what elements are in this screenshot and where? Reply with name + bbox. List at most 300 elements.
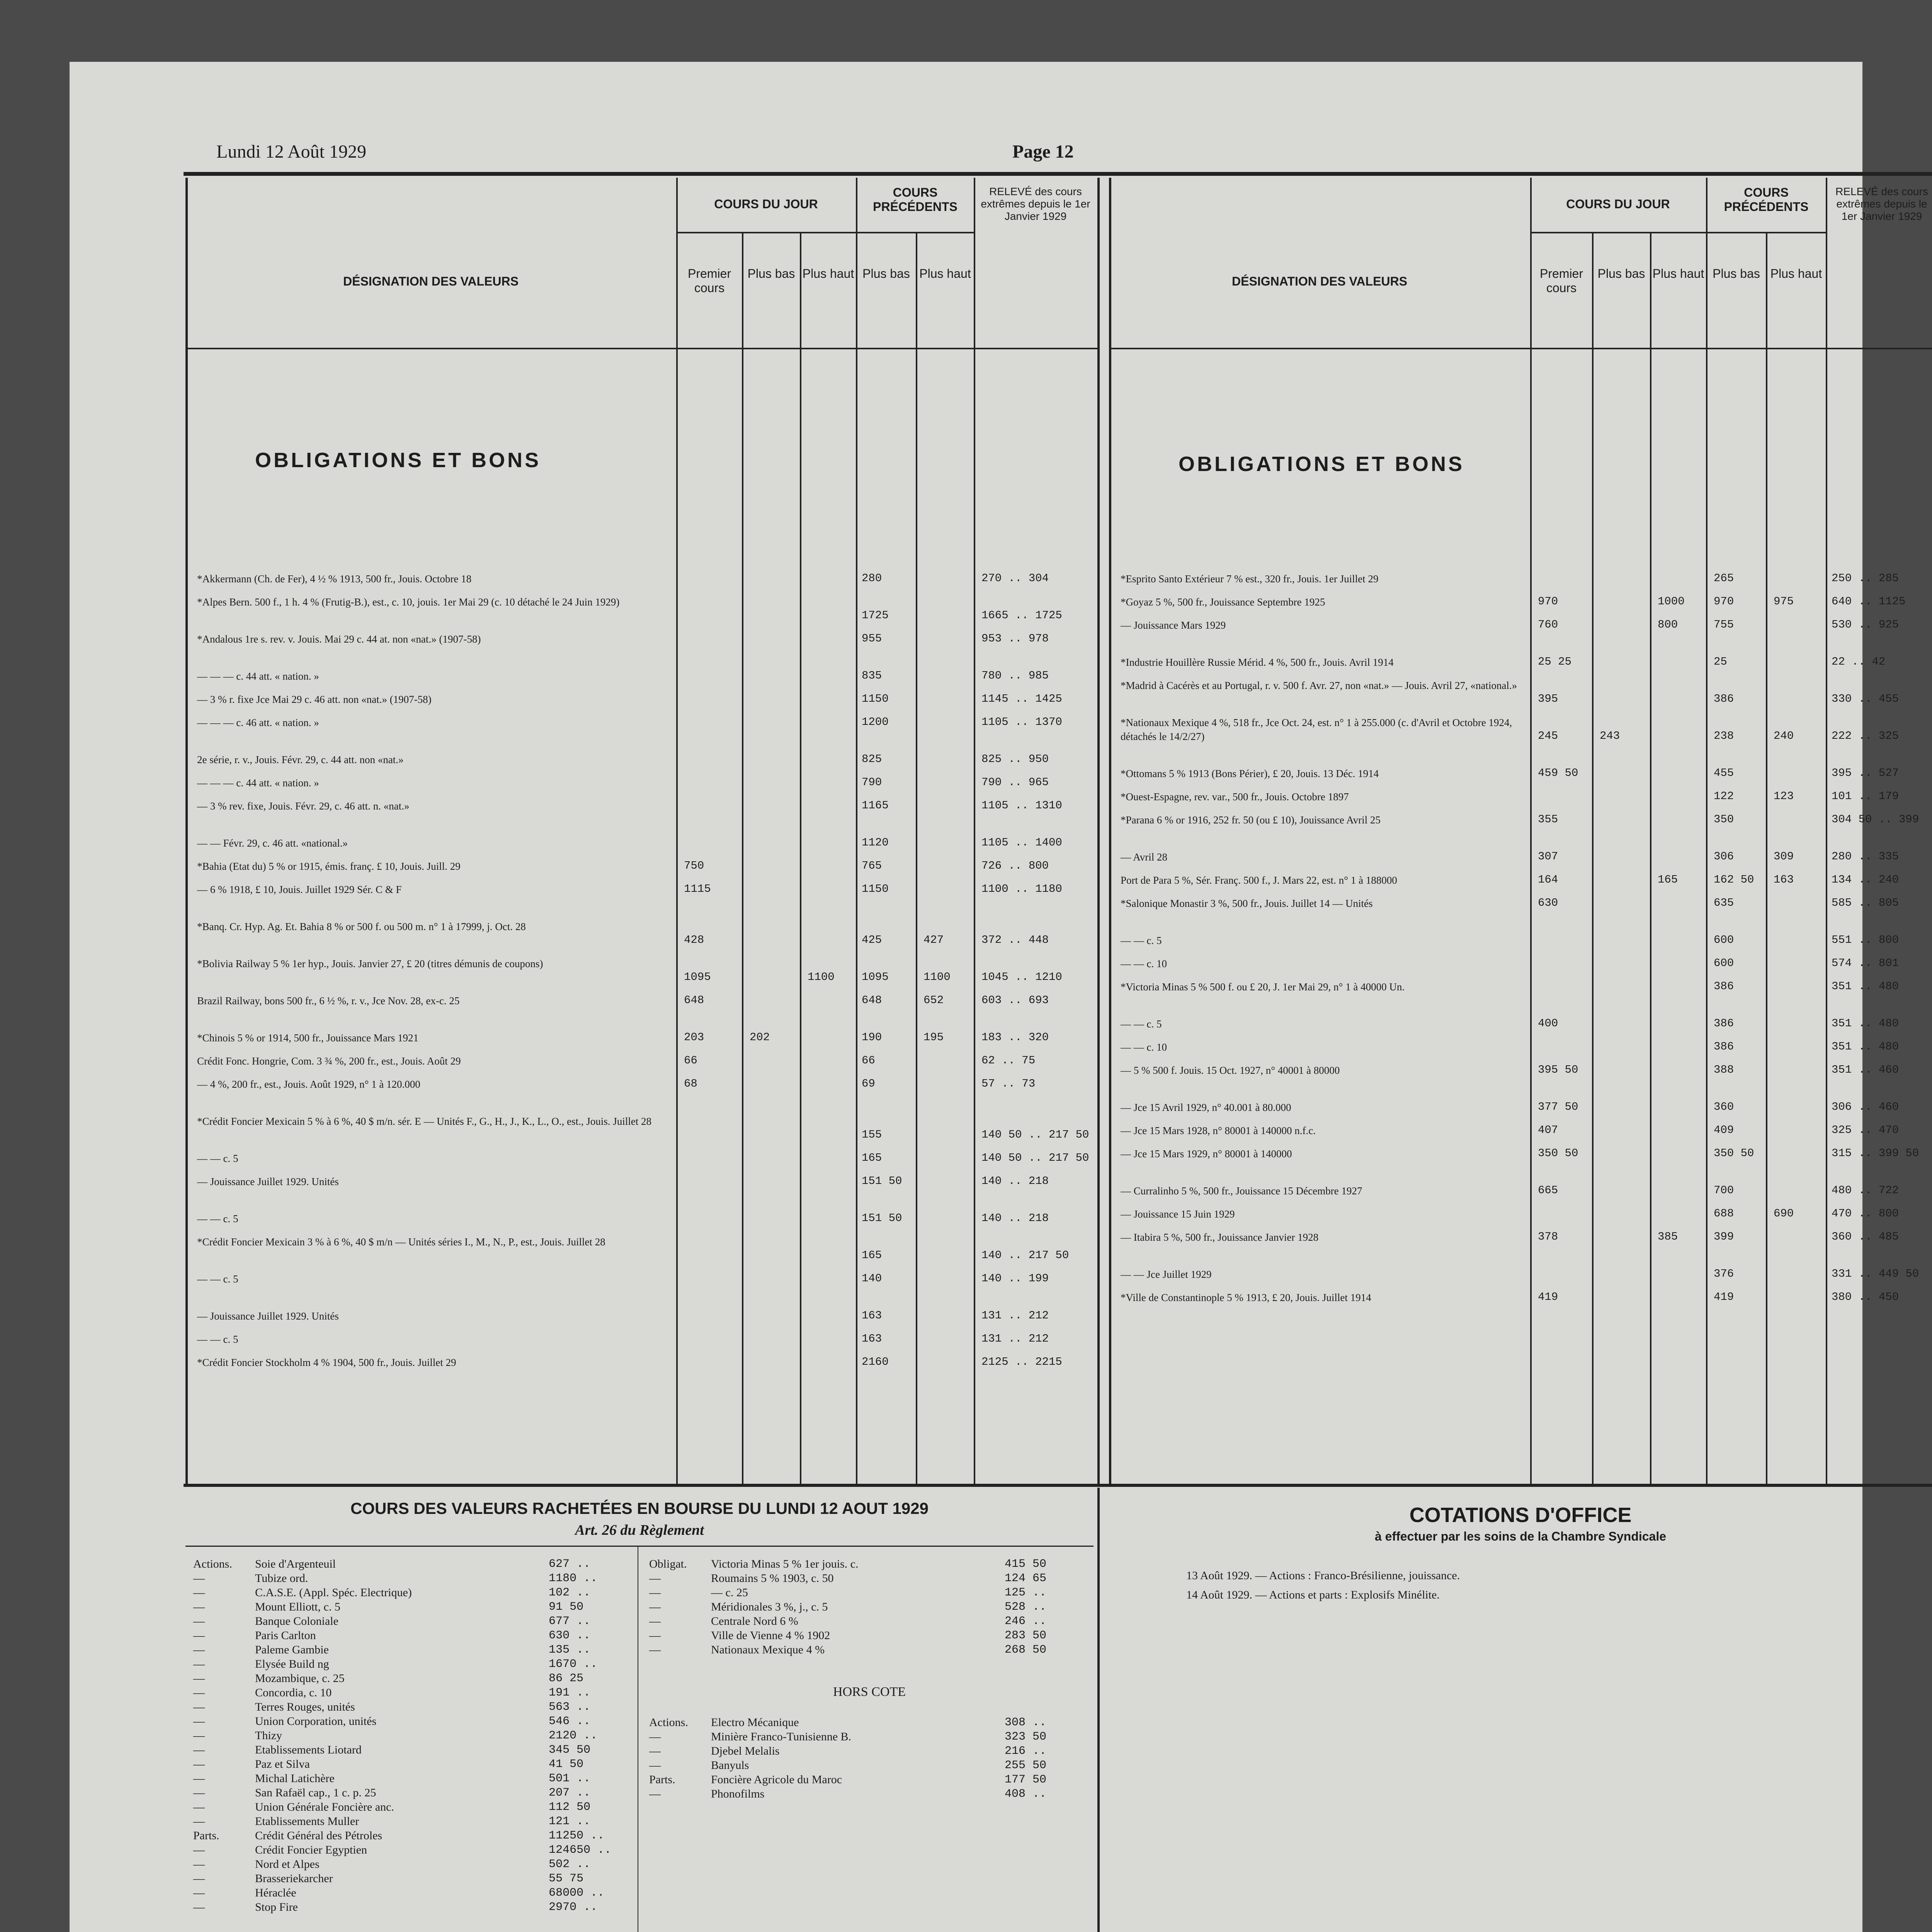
releve-value: 953 .. 978: [981, 632, 1049, 645]
obligation-row: [197, 716, 1097, 730]
rachetee-value: 41 50: [549, 1758, 584, 1771]
obligation-row: [197, 1272, 1097, 1286]
rachetee-name: Banyuls: [711, 1759, 749, 1772]
rachetee-name: Mount Elliott, c. 5: [255, 1600, 340, 1613]
premier-cours-value: 395 50: [1538, 1063, 1578, 1076]
prec-bas-value: 1150: [862, 692, 889, 705]
prec-bas-value: 1150: [862, 883, 889, 895]
obligation-name: — — c. 5: [197, 1273, 238, 1285]
releve-value: 140 .. 217 50: [981, 1249, 1069, 1262]
obligation-name: *Goyaz 5 %, 500 fr., Jouissance Septembre 1925: [1121, 596, 1325, 608]
cours-precedents-header: COURS PRÉCÉDENTS: [873, 185, 957, 214]
prec-bas-value: 1165: [862, 799, 889, 812]
obligation-row: [1121, 1100, 1932, 1114]
obligation-row: [1121, 1017, 1932, 1031]
rachetee-category: —: [193, 1615, 205, 1628]
rachetee-value: 546 ..: [549, 1715, 591, 1728]
releve-value: 62 .. 75: [981, 1054, 1036, 1067]
cotations-title: COTATIONS D'OFFICE: [1409, 1503, 1632, 1527]
obligation-row: [197, 1054, 1097, 1068]
obligation-row: [197, 1332, 1097, 1346]
premier-cours-value: 25 25: [1538, 655, 1572, 668]
obligation-row: [197, 1114, 1097, 1142]
rachetee-category: —: [649, 1730, 661, 1743]
prec-bas-value: 280: [862, 572, 882, 585]
rachetee-value: 677 ..: [549, 1615, 591, 1628]
obligation-row: [197, 1151, 1097, 1165]
obligation-name: — — — c. 44 att. « nation. »: [197, 670, 319, 682]
cours-precedents-header-right: COURS PRÉCÉDENTS: [1724, 185, 1809, 214]
premier-cours-header: Premier cours: [687, 267, 731, 295]
rachetee-category: —: [649, 1586, 661, 1599]
rachetee-name: Soie d'Argenteuil: [255, 1558, 336, 1570]
prec-bas-value: 25: [1714, 655, 1727, 668]
prec-haut-value: 163: [1774, 873, 1794, 886]
prec-haut-value: 690: [1774, 1207, 1794, 1220]
rachetee-category: —: [193, 1729, 205, 1742]
obligation-name: — 6 % 1918, £ 10, Jouis. Juillet 1929 Sér. C & F: [197, 884, 402, 895]
premier-cours-value: 377 50: [1538, 1100, 1578, 1113]
rachetee-value: 1670 ..: [549, 1658, 598, 1671]
releve-value: 101 .. 179: [1832, 790, 1899, 803]
rachetee-value: 268 50: [1005, 1643, 1047, 1656]
rachetee-category: —: [193, 1586, 205, 1599]
releve-value: 280 .. 335: [1832, 850, 1899, 863]
obligation-row: [1121, 1291, 1932, 1304]
obligation-name: — Itabira 5 %, 500 fr., Jouissance Janvier 1928: [1121, 1231, 1319, 1243]
prec-bas-value: 409: [1714, 1124, 1734, 1136]
obligation-row: [1121, 679, 1932, 706]
releve-value: 470 .. 800: [1832, 1207, 1899, 1220]
left-obligations-table: [185, 178, 1101, 1484]
releve-value: 315 .. 399 50: [1832, 1147, 1919, 1160]
cours-du-jour-header: COURS DU JOUR: [714, 197, 818, 211]
prec-bas-value: 360: [1714, 1100, 1734, 1113]
obligation-name: *Banq. Cr. Hyp. Ag. Et. Bahia 8 % or 500 f. ou 500 m. n° 1 à 17999, j. Oct. 28: [197, 921, 526, 932]
prec-bas-value: 825: [862, 753, 882, 765]
obligation-name: — — c. 5: [1121, 1018, 1162, 1030]
obligation-name: *Crédit Foncier Mexicain 5 % à 6 %, 40 $ m/n. sér. E — Unités F., G., H., J., K., L., O., est., Jouis. Juillet 28: [197, 1116, 651, 1127]
prec-bas-header-right: Plus bas: [1713, 267, 1760, 281]
rachetee-category: —: [193, 1772, 205, 1785]
rachetee-name: Concordia, c. 10: [255, 1686, 332, 1699]
rachetee-name: Mozambique, c. 25: [255, 1672, 345, 1685]
releve-value: 574 .. 801: [1832, 957, 1899, 969]
obligation-row: [197, 836, 1097, 850]
rachetee-name: Victoria Minas 5 % 1er jouis. c.: [711, 1558, 859, 1570]
releve-value: 140 .. 199: [981, 1272, 1049, 1285]
rachetee-category: —: [193, 1715, 205, 1728]
obligation-row: [197, 957, 1097, 985]
section-title-obligations: OBLIGATIONS ET BONS: [255, 449, 541, 472]
prec-bas-value: 386: [1714, 980, 1734, 993]
rachetee-category: Parts.: [649, 1773, 675, 1786]
prec-bas-value: 1200: [862, 716, 889, 728]
prec-bas-value: 190: [862, 1031, 882, 1044]
premier-cours-value: 378: [1538, 1230, 1558, 1243]
rachetee-value: 408 ..: [1005, 1787, 1047, 1801]
right-obligations-table: [1109, 178, 1932, 1484]
rachetee-value: 11250 ..: [549, 1829, 605, 1842]
plus-haut-value: 1000: [1658, 595, 1685, 608]
prec-bas-value: 765: [862, 859, 882, 872]
rachetee-value: 2120 ..: [549, 1729, 598, 1742]
prec-bas-value: 350: [1714, 813, 1734, 826]
obligation-row: [197, 1031, 1097, 1045]
prec-bas-value: 600: [1714, 957, 1734, 969]
rachetee-category: —: [193, 1686, 205, 1699]
rachetee-category: —: [649, 1629, 661, 1642]
releve-value: 222 .. 325: [1832, 730, 1899, 742]
obligation-name: Brazil Railway, bons 500 fr., 6 ½ %, r. v., Jce Nov. 28, ex-c. 25: [197, 995, 460, 1007]
prec-bas-value: 163: [862, 1332, 882, 1345]
premier-cours-value: 750: [684, 859, 704, 872]
rachetee-category: —: [193, 1886, 205, 1899]
obligation-name: *Crédit Foncier Mexicain 3 % à 6 %, 40 $ m/n — Unités séries I., M., N., P., est., Jouis. Juillet 28: [197, 1236, 605, 1248]
cotations-section: [1105, 1488, 1932, 1932]
rachetee-name: Roumains 5 % 1903, c. 50: [711, 1572, 834, 1585]
rachetee-category: —: [193, 1629, 205, 1642]
rachetee-category: —: [193, 1600, 205, 1613]
releve-value: 1045 .. 1210: [981, 971, 1062, 983]
rachetee-name: Etablissements Liotard: [255, 1743, 362, 1756]
releve-value: 480 .. 722: [1832, 1184, 1899, 1197]
obligation-row: [1121, 1124, 1932, 1138]
rachetee-category: —: [193, 1658, 205, 1670]
prec-bas-value: 1120: [862, 836, 889, 849]
premier-cours-value: 350 50: [1538, 1147, 1578, 1160]
obligation-name: — — — c. 44 att. « nation. »: [197, 777, 319, 789]
obligation-name: — — c. 10: [1121, 958, 1167, 969]
rachetee-value: 528 ..: [1005, 1600, 1047, 1614]
prec-haut-value: 427: [923, 934, 944, 946]
cotations-line-1: 13 Août 1929. — Actions : Franco-Brésilienne, jouissance.: [1186, 1569, 1460, 1582]
premier-cours-value: 1115: [684, 883, 711, 895]
rachetee-category: Obligat.: [649, 1558, 687, 1570]
obligation-name: *Parana 6 % or 1916, 252 fr. 50 (ou £ 10), Jouissance Avril 25: [1121, 814, 1381, 826]
prec-bas-value: 151 50: [862, 1175, 902, 1187]
releve-value: 131 .. 212: [981, 1309, 1049, 1322]
rachetee-name: Paz et Silva: [255, 1758, 310, 1770]
rachetee-category: —: [193, 1858, 205, 1871]
obligation-row: [1121, 1147, 1932, 1161]
rachetee-name: Brasseriekarcher: [255, 1872, 333, 1885]
rachetee-category: Parts.: [193, 1829, 219, 1842]
rachetee-name: Thizy: [255, 1729, 282, 1742]
releve-value: 351 .. 460: [1832, 1063, 1899, 1076]
releve-value: 330 .. 455: [1832, 692, 1899, 705]
prec-bas-value: 419: [1714, 1291, 1734, 1303]
rachetee-name: Centrale Nord 6 %: [711, 1615, 798, 1628]
prec-bas-value: 648: [862, 994, 882, 1007]
releve-value: 1145 .. 1425: [981, 692, 1062, 705]
obligation-row: [197, 994, 1097, 1008]
obligation-name: *Ouest-Espagne, rev. var., 500 fr., Jouis. Octobre 1897: [1121, 791, 1349, 803]
obligation-row: [1121, 618, 1932, 632]
prec-bas-value: 162 50: [1714, 873, 1754, 886]
rachetee-name: San Rafaël cap., 1 c. p. 25: [255, 1786, 376, 1799]
plus-haut-header: Plus haut: [802, 267, 854, 281]
releve-value: 325 .. 470: [1832, 1124, 1899, 1136]
obligation-row: [197, 632, 1097, 646]
obligation-row: [197, 595, 1097, 623]
prec-bas-header: Plus bas: [862, 267, 910, 281]
obligation-name: *Industrie Houillère Russie Mérid. 4 %, 500 fr., Jouis. Avril 1914: [1121, 656, 1394, 668]
obligation-row: [1121, 934, 1932, 947]
rachetee-category: —: [193, 1844, 205, 1856]
obligation-row: [197, 1077, 1097, 1091]
prec-bas-value: 688: [1714, 1207, 1734, 1220]
rachetee-name: Paris Carlton: [255, 1629, 316, 1642]
prec-bas-value: 1095: [862, 971, 889, 983]
releve-value: 250 .. 285: [1832, 572, 1899, 585]
prec-bas-value: 163: [862, 1309, 882, 1322]
rachetee-value: 1180 ..: [549, 1572, 598, 1585]
releve-value: 304 50 .. 399: [1832, 813, 1919, 826]
obligation-name: — — c. 5: [197, 1333, 238, 1345]
rachetee-value: 630 ..: [549, 1629, 591, 1642]
prec-haut-value: 309: [1774, 850, 1794, 863]
obligation-row: [1121, 813, 1932, 827]
obligation-name: — 5 % 500 f. Jouis. 15 Oct. 1927, n° 40001 à 80000: [1121, 1065, 1340, 1076]
plus-bas-header: Plus bas: [747, 267, 795, 281]
rachetee-value: 2970 ..: [549, 1901, 598, 1914]
rachetee-name: Foncière Agricole du Maroc: [711, 1773, 842, 1786]
obligation-name: — — c. 5: [1121, 935, 1162, 946]
obligation-name: — — c. 10: [1121, 1041, 1167, 1053]
obligation-name: — 3 % r. fixe Jce Mai 29 c. 46 att. non «nat.» (1907-58): [197, 694, 432, 705]
prec-bas-value: 755: [1714, 618, 1734, 631]
prec-bas-value: 155: [862, 1128, 882, 1141]
rachetee-value: 86 25: [549, 1672, 584, 1685]
rachetee-name: Stop Fire: [255, 1901, 298, 1913]
premier-cours-value: 419: [1538, 1291, 1558, 1303]
obligation-row: [1121, 790, 1932, 804]
releve-value: 1665 .. 1725: [981, 609, 1062, 622]
obligation-name: Crédit Fonc. Hongrie, Com. 3 ¾ %, 200 fr., est., Jouis. Août 29: [197, 1055, 461, 1067]
prec-bas-value: 388: [1714, 1063, 1734, 1076]
obligation-row: [1121, 1207, 1932, 1221]
obligation-row: [197, 669, 1097, 683]
prec-bas-value: 399: [1714, 1230, 1734, 1243]
releve-value: 790 .. 965: [981, 776, 1049, 789]
rachetee-category: —: [193, 1758, 205, 1770]
premier-cours-value: 760: [1538, 618, 1558, 631]
prec-bas-value: 151 50: [862, 1212, 902, 1225]
plus-haut-value: 165: [1658, 873, 1678, 886]
rachetee-value: 102 ..: [549, 1586, 591, 1599]
obligation-name: *Salonique Monastir 3 %, 500 fr., Jouis. Juillet 14 — Unités: [1121, 898, 1373, 909]
rachetee-value: 627 ..: [549, 1558, 591, 1571]
rachetee-value: 345 50: [549, 1743, 591, 1757]
rachetee-category: —: [649, 1643, 661, 1656]
obligation-row: [1121, 896, 1932, 910]
obligation-name: — Jce 15 Avril 1929, n° 40.001 à 80.000: [1121, 1102, 1291, 1113]
prec-bas-value: 790: [862, 776, 882, 789]
obligation-row: [1121, 595, 1932, 609]
obligation-name: 2e série, r. v., Jouis. Févr. 29, c. 44 att. non «nat.»: [197, 754, 404, 765]
rachetee-value: 112 50: [549, 1801, 591, 1814]
designation-header: DÉSIGNATION DES VALEURS: [343, 274, 519, 288]
premier-cours-value: 164: [1538, 873, 1558, 886]
prec-haut-value: 1100: [923, 971, 951, 983]
rachetee-value: 501 ..: [549, 1772, 591, 1785]
rachetee-category: —: [193, 1872, 205, 1885]
rachetee-name: Nationaux Mexique 4 %: [711, 1643, 825, 1656]
rachetee-name: Michal Latichère: [255, 1772, 335, 1785]
rachetee-name: Elysée Build ng: [255, 1658, 329, 1670]
prec-bas-value: 66: [862, 1054, 875, 1067]
releve-value: 134 .. 240: [1832, 873, 1899, 886]
premier-cours-value: 665: [1538, 1184, 1558, 1197]
prec-bas-value: 386: [1714, 1040, 1734, 1053]
obligation-name: — 4 %, 200 fr., est., Jouis. Août 1929, n° 1 à 120.000: [197, 1078, 420, 1090]
rachetee-value: 502 ..: [549, 1858, 591, 1871]
releve-value: 726 .. 800: [981, 859, 1049, 872]
page-number: Page 12: [1012, 141, 1074, 162]
releve-value: 1105 .. 1310: [981, 799, 1062, 812]
rachetee-category: —: [193, 1572, 205, 1585]
obligation-name: — — c. 5: [197, 1213, 238, 1225]
rachetee-category: —: [649, 1745, 661, 1757]
obligation-row: [197, 776, 1097, 790]
plus-bas-header-right: Plus bas: [1597, 267, 1645, 281]
rachetee-value: 563 ..: [549, 1701, 591, 1714]
releve-value: 140 .. 218: [981, 1212, 1049, 1225]
rachetee-category: Actions.: [649, 1716, 688, 1729]
rachetee-category: —: [193, 1743, 205, 1756]
prec-bas-value: 835: [862, 669, 882, 682]
releve-value: 585 .. 805: [1832, 896, 1899, 909]
prec-bas-value: 955: [862, 632, 882, 645]
prec-bas-value: 635: [1714, 896, 1734, 909]
prec-haut-value: 240: [1774, 730, 1794, 742]
releve-value: 140 .. 218: [981, 1175, 1049, 1187]
premier-cours-value: 68: [684, 1077, 697, 1090]
rachetee-name: Terres Rouges, unités: [255, 1701, 355, 1713]
premier-cours-value: 648: [684, 994, 704, 1007]
releve-header: RELEVÉ des cours extrêmes depuis le 1er Janvier 1929: [981, 185, 1090, 223]
obligation-row: [197, 1212, 1097, 1226]
premier-cours-value: 1095: [684, 971, 711, 983]
rachetee-value: 283 50: [1005, 1629, 1047, 1642]
prec-bas-value: 122: [1714, 790, 1734, 803]
plus-haut-value: 800: [1658, 618, 1678, 631]
obligation-name: *Andalous 1re s. rev. v. Jouis. Mai 29 c. 44 at. non «nat.» (1907-58): [197, 633, 481, 645]
releve-value: 640 .. 1125: [1832, 595, 1906, 608]
prec-bas-value: 69: [862, 1077, 875, 1090]
rachetee-name: Tubize ord.: [255, 1572, 308, 1585]
obligation-name: *Ville de Constantinople 5 % 1913, £ 20, Jouis. Juillet 1914: [1121, 1292, 1371, 1303]
obligation-row: [197, 859, 1097, 873]
obligation-row: [197, 1175, 1097, 1189]
prec-bas-value: 600: [1714, 934, 1734, 946]
obligation-name: *Nationaux Mexique 4 %, 518 fr., Jce Oct. 24, est. n° 1 à 255.000 (c. d'Avril et Octobre 1924, détachés le 14/2/27): [1121, 717, 1512, 742]
obligation-row: [197, 799, 1097, 813]
obligation-row: [197, 883, 1097, 896]
prec-bas-value: 970: [1714, 595, 1734, 608]
rachetee-value: 415 50: [1005, 1558, 1047, 1571]
rachetee-name: Minière Franco-Tunisienne B.: [711, 1730, 852, 1743]
premier-cours-value: 245: [1538, 730, 1558, 742]
section-title-obligations-right: OBLIGATIONS ET BONS: [1179, 452, 1465, 476]
rachetee-value: 68000 ..: [549, 1886, 605, 1900]
prec-bas-value: 700: [1714, 1184, 1734, 1197]
obligation-name: — Curralinho 5 %, 500 fr., Jouissance 15 Décembre 1927: [1121, 1185, 1362, 1197]
rachetee-name: C.A.S.E. (Appl. Spéc. Electrique): [255, 1586, 412, 1599]
releve-value: 530 .. 925: [1832, 618, 1899, 631]
obligation-row: [1121, 1267, 1932, 1281]
releve-header-right: RELEVÉ des cours extrêmes depuis le 1er Janvier 1929: [1835, 185, 1928, 223]
obligation-row: [197, 1355, 1097, 1369]
obligation-row: [1121, 957, 1932, 971]
releve-value: 780 .. 985: [981, 669, 1049, 682]
obligation-name: *Crédit Foncier Stockholm 4 % 1904, 500 fr., Jouis. Juillet 29: [197, 1357, 456, 1368]
page-date: Lundi 12 Août 1929: [216, 141, 367, 162]
prec-haut-header-right: Plus haut: [1770, 267, 1822, 281]
rachetee-category: —: [193, 1643, 205, 1656]
rachetee-category: —: [193, 1801, 205, 1813]
rachetee-category: —: [193, 1815, 205, 1828]
obligation-row: [1121, 716, 1932, 743]
obligation-name: — Avril 28: [1121, 851, 1167, 863]
premier-cours-value: 203: [684, 1031, 704, 1044]
rachetee-value: 255 50: [1005, 1759, 1047, 1772]
rachetee-name: Ville de Vienne 4 % 1902: [711, 1629, 830, 1642]
rachetee-category: —: [193, 1786, 205, 1799]
rachetee-value: 91 50: [549, 1600, 584, 1614]
rachetee-value: 124650 ..: [549, 1844, 612, 1857]
premier-cours-value: 355: [1538, 813, 1558, 826]
premier-cours-value: 307: [1538, 850, 1558, 863]
obligation-row: [1121, 1063, 1932, 1077]
rachetee-category: —: [649, 1787, 661, 1800]
obligation-row: [197, 692, 1097, 706]
obligation-name: *Bolivia Railway 5 % 1er hyp., Jouis. Janvier 27, £ 20 (titres démunis de coupons): [197, 958, 543, 969]
releve-value: 2125 .. 2215: [981, 1355, 1062, 1368]
releve-value: 351 .. 480: [1832, 980, 1899, 993]
obligation-name: — — Févr. 29, c. 46 att. «national.»: [197, 837, 348, 849]
plus-haut-header-right: Plus haut: [1652, 267, 1704, 281]
obligation-row: [197, 920, 1097, 947]
rachetee-name: — c. 25: [711, 1586, 748, 1599]
releve-value: 183 .. 320: [981, 1031, 1049, 1044]
rachetee-value: 121 ..: [549, 1815, 591, 1828]
obligation-row: [197, 572, 1097, 586]
rachetee-value: 125 ..: [1005, 1586, 1047, 1599]
prec-bas-value: 2160: [862, 1355, 889, 1368]
premier-cours-value: 400: [1538, 1017, 1558, 1030]
rachetee-value: 308 ..: [1005, 1716, 1047, 1729]
obligation-name: — Jouissance 15 Juin 1929: [1121, 1208, 1235, 1220]
obligation-row: [1121, 873, 1932, 887]
rachetee-name: Crédit Foncier Egyptien: [255, 1844, 367, 1856]
prec-bas-value: 386: [1714, 692, 1734, 705]
plus-haut-value: 1100: [808, 971, 835, 983]
obligation-name: — Jce 15 Mars 1928, n° 80001 à 140000 n.f.c.: [1121, 1125, 1316, 1136]
rachetees-subtitle: Art. 26 du Règlement: [575, 1522, 704, 1538]
cotations-line-2: 14 Août 1929. — Actions et parts : Explosifs Minélite.: [1186, 1588, 1440, 1601]
obligation-name: *Victoria Minas 5 % 500 f. ou £ 20, J. 1er Mai 29, n° 1 à 40000 Un.: [1121, 981, 1405, 993]
hors-cote-title: HORS COTE: [833, 1685, 906, 1699]
obligation-name: *Madrid à Cacérès et au Portugal, r. v. 500 f. Avr. 27, non «nat.» — Jouis. Avril 27, «national.»: [1121, 680, 1517, 691]
rachetee-category: —: [193, 1672, 205, 1685]
obligation-row: [1121, 767, 1932, 781]
obligation-name: Port de Para 5 %, Sér. Franç. 500 f., J. Mars 22, est. n° 1 à 188000: [1121, 874, 1397, 886]
releve-value: 131 .. 212: [981, 1332, 1049, 1345]
releve-value: 306 .. 460: [1832, 1100, 1899, 1113]
obligation-name: — Jouissance Mars 1929: [1121, 619, 1226, 631]
